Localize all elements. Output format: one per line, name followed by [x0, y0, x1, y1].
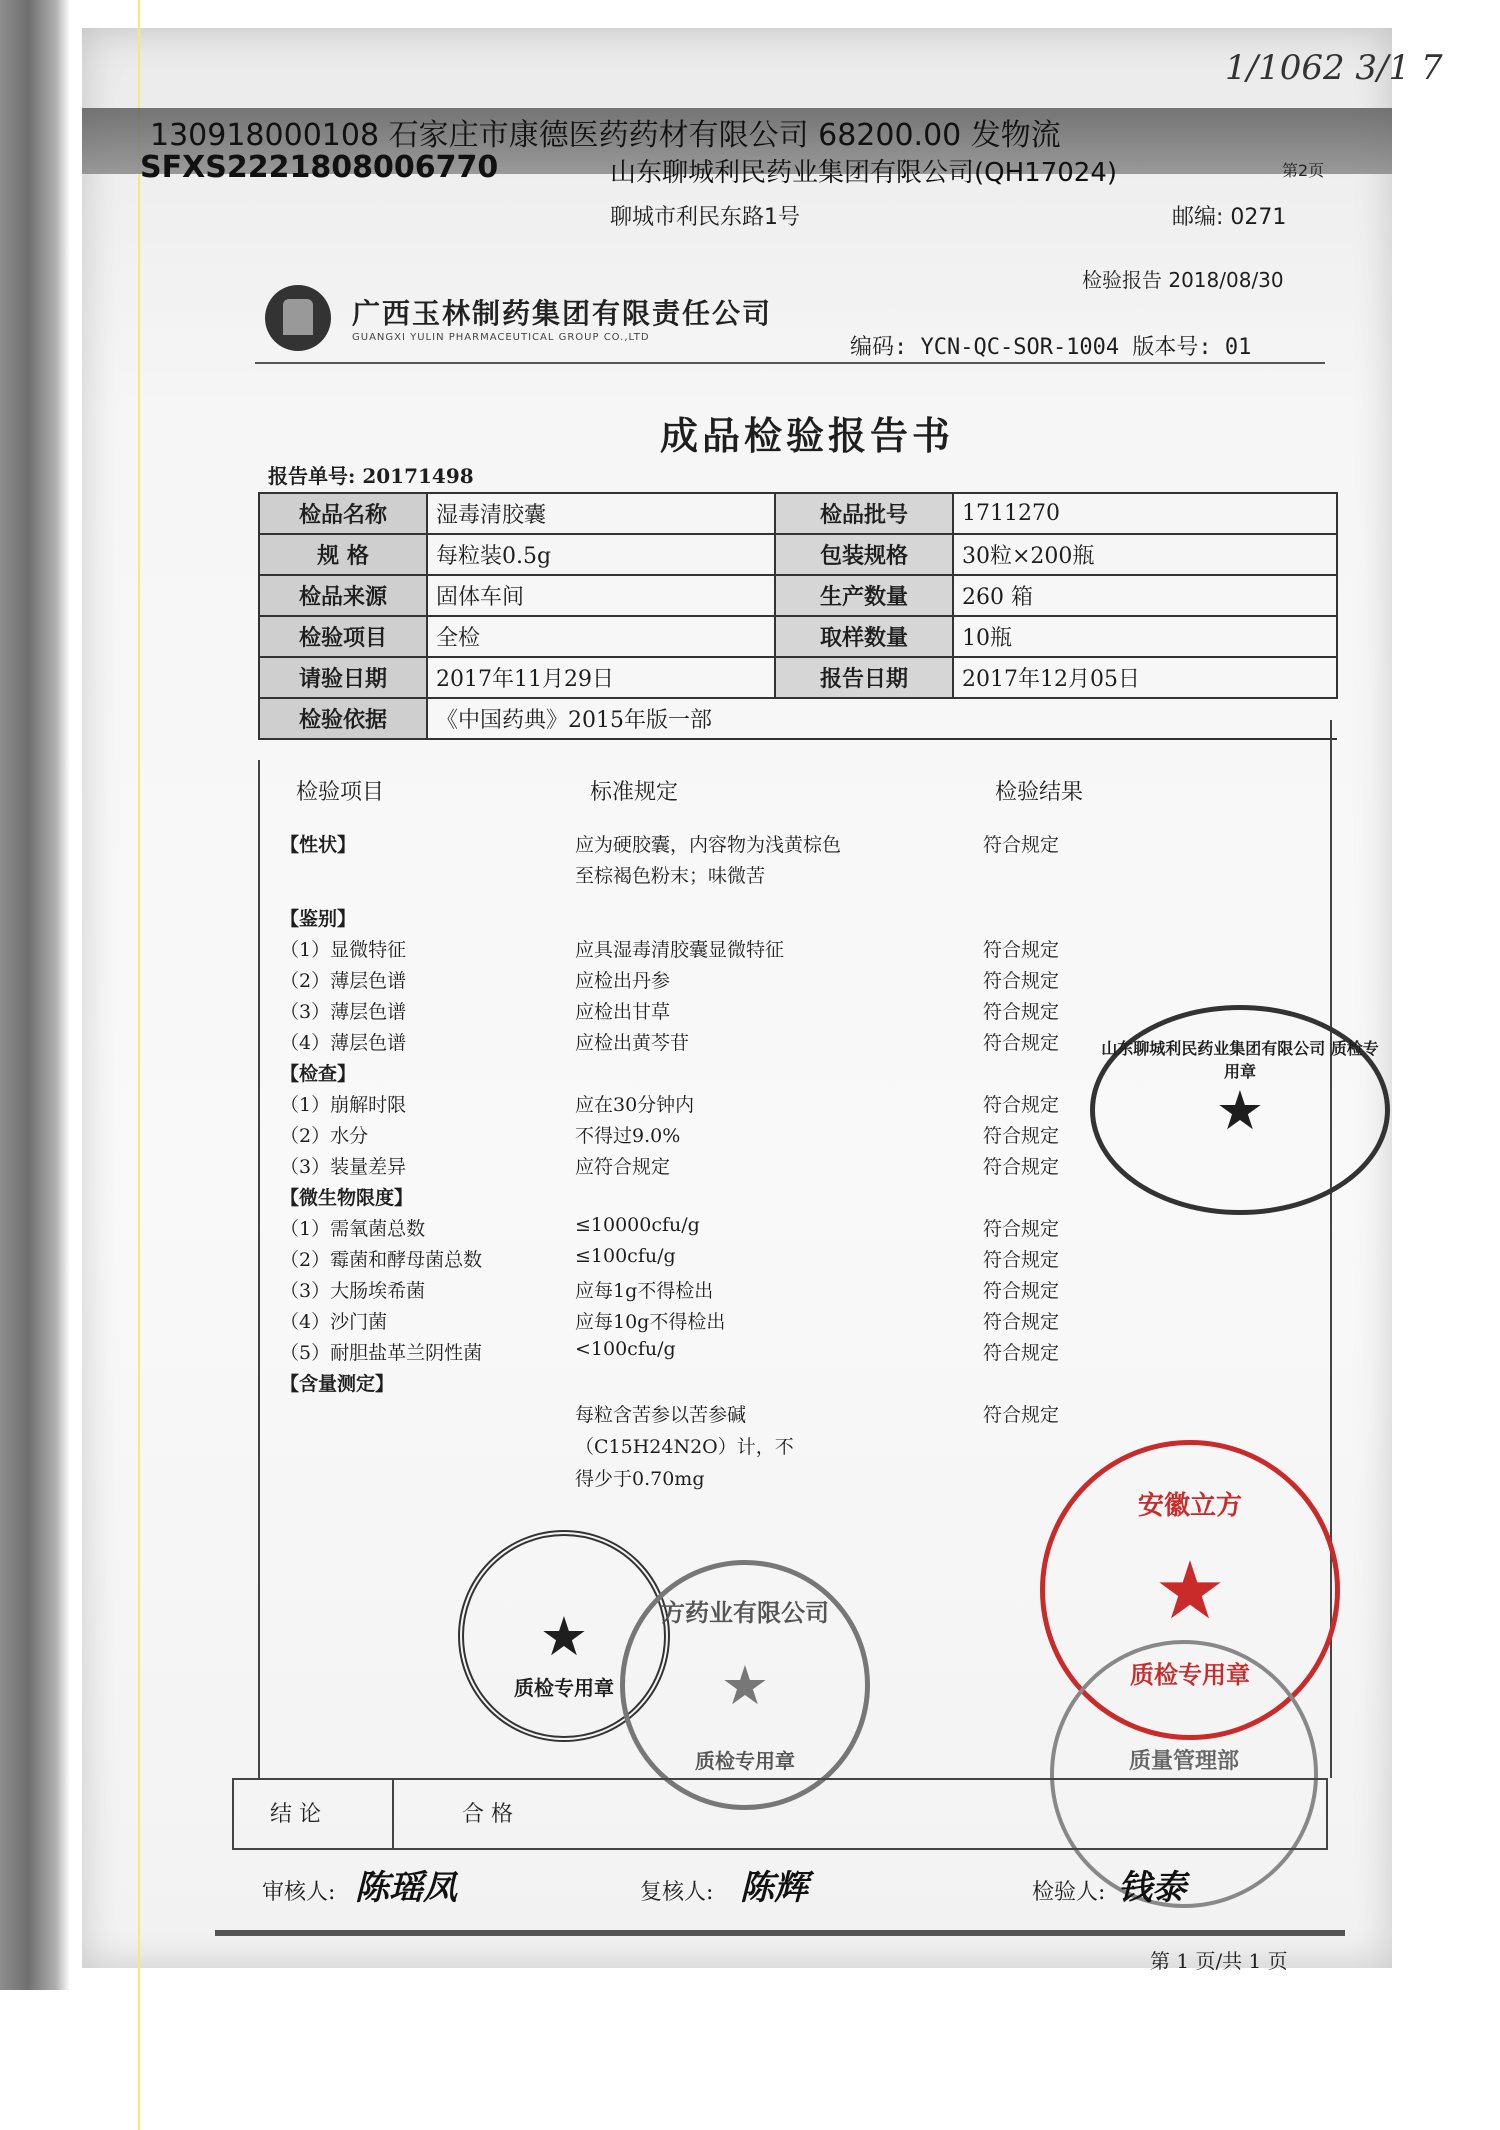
test-item-name: （2）霉菌和酵母菌总数	[280, 1249, 483, 1271]
footer-rule	[215, 1930, 1345, 1936]
test-item-name: （2）薄层色谱	[280, 970, 407, 992]
postcode: 邮编: 0271	[1172, 205, 1287, 230]
test-item-result: 符合规定	[983, 970, 1060, 992]
conclusion-value: 合 格	[462, 1802, 513, 1827]
test-item-name: （1）崩解时限	[280, 1094, 407, 1116]
header-rule	[255, 362, 1325, 364]
test-item-standard: 应每10g不得检出	[575, 1311, 726, 1333]
test-item-standard: 不得过9.0%	[575, 1125, 681, 1147]
info-table	[258, 492, 1338, 740]
test-item-result: 符合规定	[983, 1156, 1060, 1178]
test-item-name: （1）显微特征	[280, 939, 407, 961]
test-item-standard: ≤10000cfu/g	[575, 1214, 700, 1236]
test-item-result: 符合规定	[983, 1342, 1060, 1364]
info-value: 2017年12月05日	[953, 657, 1337, 698]
col-head-item: 检验项目	[296, 780, 385, 805]
test-item-name: （4）沙门菌	[280, 1311, 388, 1333]
info-value: 全检	[427, 616, 775, 657]
test-item-standard: 应检出甘草	[575, 1001, 671, 1023]
test-item-name: （5）耐胆盐革兰阴性菌	[280, 1342, 483, 1364]
report-date: 检验报告 2018/08/30	[1082, 268, 1284, 292]
info-value: 30粒×200瓶	[953, 534, 1337, 575]
test-item-standard: <100cfu/g	[575, 1338, 676, 1360]
test-item-name: 【检查】	[280, 1063, 357, 1085]
content-std-1: 每粒含苦参以苦参碱	[575, 1404, 747, 1426]
test-item-result: 符合规定	[983, 1218, 1060, 1240]
report-number: 报告单号: 20171498	[268, 464, 474, 488]
test-item-result: 符合规定	[983, 939, 1060, 961]
col-head-standard: 标准规定	[590, 780, 679, 805]
reviewer-signature: 陈瑶凤	[355, 1868, 457, 1908]
info-label: 请验日期	[259, 657, 427, 698]
inspector-label: 检验人:	[1032, 1880, 1106, 1905]
rechecker-signature: 陈辉	[740, 1868, 808, 1908]
info-label: 包装规格	[775, 534, 953, 575]
star-icon: ★	[539, 1604, 589, 1668]
fax-line-2-code: SFXS2221808006770	[140, 150, 499, 185]
table-row	[259, 657, 1337, 698]
stamp-1-text: 山东聊城利民药业集团有限公司 质检专用章	[1101, 1039, 1379, 1081]
scan-line	[138, 0, 140, 2130]
test-item-name: （3）装量差异	[280, 1156, 407, 1178]
document-code: 编码: YCN-QC-SOR-1004 版本号: 01	[850, 335, 1252, 360]
test-item-result: 符合规定	[983, 1249, 1060, 1271]
table-row	[259, 698, 1337, 739]
conclusion-divider	[392, 1778, 394, 1848]
inspection-stamp-1	[1090, 1005, 1390, 1215]
fax-line-2-page: 第2页	[1282, 161, 1325, 180]
test-item-result: 符合规定	[983, 1094, 1060, 1116]
test-item-name: 【含量测定】	[280, 1373, 395, 1395]
conclusion-label: 结 论	[270, 1802, 321, 1827]
star-icon: ★	[720, 1653, 770, 1717]
test-item-standard: 应具湿毒清胶囊显微特征	[575, 939, 785, 961]
page-number: 第 1 页/共 1 页	[1150, 1949, 1288, 1973]
test-item-result: 符合规定	[983, 1311, 1060, 1333]
test-item-standard: 应检出黄芩苷	[575, 1032, 690, 1054]
info-label: 检品来源	[259, 575, 427, 616]
table-row	[259, 534, 1337, 575]
test-item-standard: 应在30分钟内	[575, 1094, 695, 1116]
test-item-standard: 应每1g不得检出	[575, 1280, 714, 1302]
stamp-7-text: 质量管理部	[1128, 1749, 1239, 1774]
page-title: 成品检验报告书	[660, 414, 955, 458]
stamp-2-text: 质检专用章	[514, 1676, 614, 1700]
reviewer-label: 审核人:	[262, 1880, 336, 1905]
info-label: 报告日期	[775, 657, 953, 698]
inspector-signature: 钱泰	[1118, 1868, 1186, 1908]
test-item-result: 符合规定	[983, 1032, 1060, 1054]
frame-left	[258, 760, 260, 1778]
info-value: 湿毒清胶囊	[427, 493, 775, 534]
company-name: 广西玉林制药集团有限责任公司	[352, 297, 773, 330]
test-item-standard: 至棕褐色粉末；味微苦	[575, 865, 766, 887]
info-label: 生产数量	[775, 575, 953, 616]
table-row	[259, 616, 1337, 657]
stamp-3-text: 方药业有限公司	[661, 1599, 829, 1627]
fax-line-1: 130918000108 石家庄市康德医药药材有限公司 68200.00 发物流	[150, 118, 1061, 153]
col-head-result: 检验结果	[995, 780, 1084, 805]
info-label: 规 格	[259, 534, 427, 575]
inspection-stamp-3	[620, 1560, 870, 1810]
info-label: 检验项目	[259, 616, 427, 657]
company-logo-icon	[265, 285, 331, 351]
basis-label: 检验依据	[259, 698, 427, 739]
test-item-result: 符合规定	[983, 1125, 1060, 1147]
stamp-6-text: 质检专用章	[1130, 1661, 1250, 1689]
info-label: 检品批号	[775, 493, 953, 534]
info-value: 260 箱	[953, 575, 1337, 616]
test-item-name: 【性状】	[280, 834, 357, 856]
content-result: 符合规定	[983, 1404, 1060, 1426]
test-item-name: （2）水分	[280, 1125, 369, 1147]
handwritten-note: 1/1062 3/1 7	[1225, 48, 1443, 88]
conclusion-box	[232, 1778, 1328, 1850]
stamp-4-text: 质检专用章	[695, 1749, 795, 1773]
content-std-2: （C15H24N2O）计，不	[575, 1436, 794, 1458]
scan-edge	[0, 0, 70, 1990]
test-item-name: 【微生物限度】	[280, 1187, 414, 1209]
fax-line-2-company: 山东聊城利民药业集团有限公司(QH17024)	[610, 158, 1118, 188]
test-item-name: （3）大肠埃希菌	[280, 1280, 426, 1302]
address: 聊城市利民东路1号	[610, 205, 800, 230]
info-value: 10瓶	[953, 616, 1337, 657]
stamp-5-text: 安徽立方	[1137, 1491, 1242, 1521]
table-row	[259, 575, 1337, 616]
star-icon: ★	[1215, 1078, 1265, 1142]
info-value: 固体车间	[427, 575, 775, 616]
test-item-standard: 应为硬胶囊，内容物为浅黄棕色	[575, 834, 842, 856]
info-label: 取样数量	[775, 616, 953, 657]
info-value: 1711270	[953, 493, 1337, 534]
test-item-standard: ≤100cfu/g	[575, 1245, 676, 1267]
test-item-name: （4）薄层色谱	[280, 1032, 407, 1054]
test-item-result: 符合规定	[983, 1280, 1060, 1302]
test-item-result: 符合规定	[983, 834, 1060, 856]
test-item-name: 【鉴别】	[280, 908, 357, 930]
test-item-name: （1）需氧菌总数	[280, 1218, 426, 1240]
content-std-3: 得少于0.70mg	[575, 1468, 705, 1490]
rechecker-label: 复核人:	[640, 1880, 714, 1905]
test-item-name: （3）薄层色谱	[280, 1001, 407, 1023]
table-row	[259, 493, 1337, 534]
test-item-result: 符合规定	[983, 1001, 1060, 1023]
company-name-en: GUANGXI YULIN PHARMACEUTICAL GROUP CO.,LTD	[352, 332, 650, 343]
info-value: 每粒装0.5g	[427, 534, 775, 575]
info-value: 2017年11月29日	[427, 657, 775, 698]
info-label: 检品名称	[259, 493, 427, 534]
star-icon: ★	[1154, 1543, 1226, 1637]
test-item-standard: 应检出丹参	[575, 970, 671, 992]
basis-value: 《中国药典》2015年版一部	[427, 698, 1337, 739]
test-item-standard: 应符合规定	[575, 1156, 671, 1178]
